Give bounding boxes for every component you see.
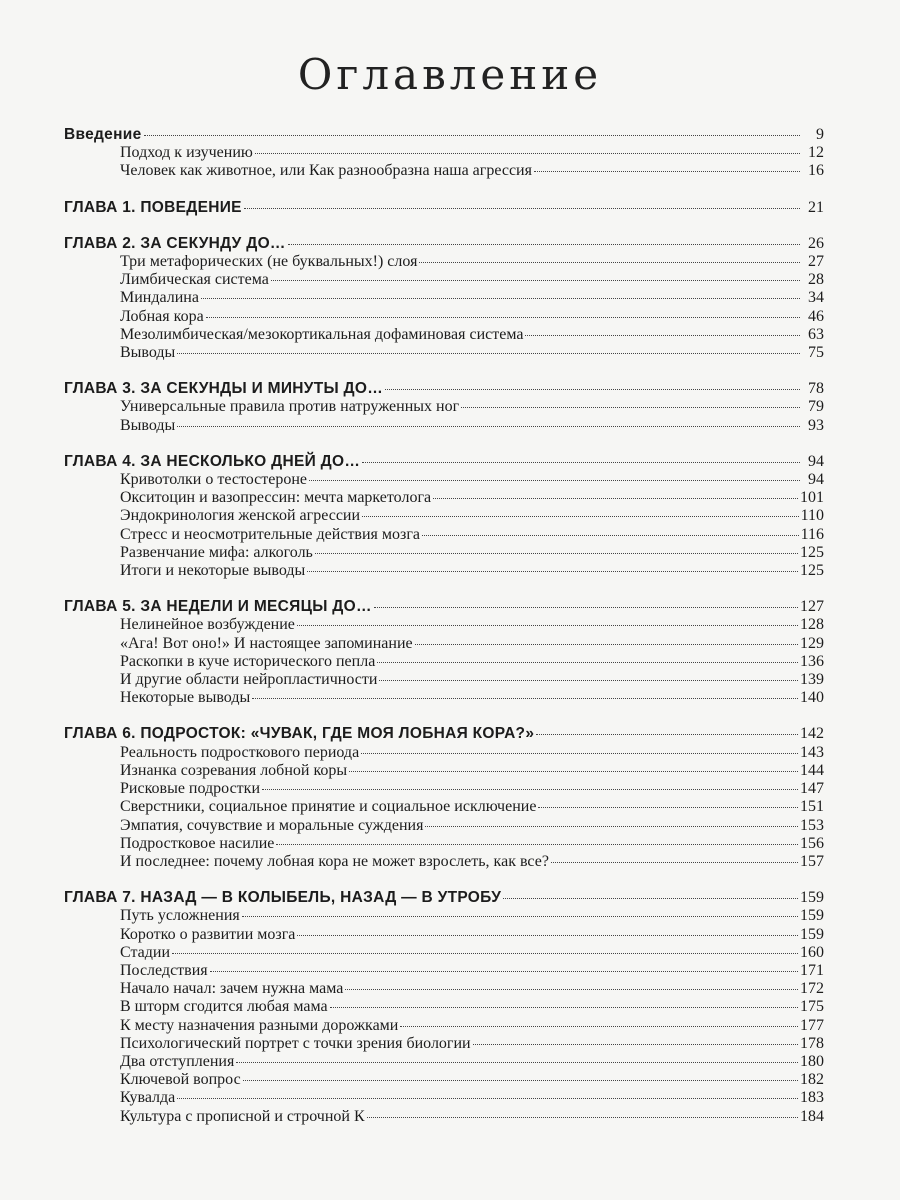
page-number: 28	[808, 271, 824, 289]
toc-section	[64, 889, 824, 1126]
dot-leader	[297, 625, 798, 626]
toc-entry	[64, 289, 824, 307]
toc-entry	[64, 926, 824, 944]
page-number: 46	[808, 307, 824, 325]
entry-title: Некоторые выводы	[120, 689, 251, 707]
toc-entry	[64, 835, 824, 853]
toc-entry	[64, 944, 824, 962]
dot-leader	[201, 298, 800, 299]
dot-leader	[345, 989, 798, 990]
toc-entry	[64, 271, 824, 289]
toc-entry	[64, 326, 824, 344]
toc-entry	[64, 762, 824, 780]
entry-title: Путь усложнения	[120, 907, 240, 925]
page-number: 94	[808, 452, 824, 470]
entry-title: Эндокринология женской агрессии	[120, 507, 361, 525]
entry-title: Нелинейное возбуждение	[120, 616, 295, 634]
entry-title: Подход к изучению	[120, 144, 253, 162]
toc-entry	[64, 780, 824, 798]
dot-leader	[252, 698, 798, 699]
dot-leader	[307, 571, 798, 572]
dot-leader	[422, 535, 799, 536]
dot-leader	[361, 753, 798, 754]
entry-title: Лобная кора	[120, 307, 204, 325]
table-of-contents	[64, 126, 824, 1144]
page-number: 79	[808, 398, 824, 416]
toc-entry	[64, 744, 824, 762]
toc-section	[64, 725, 824, 871]
dot-leader	[330, 1007, 798, 1008]
toc-entry	[64, 671, 824, 689]
page-number: 94	[808, 471, 824, 489]
dot-leader	[400, 1026, 798, 1027]
toc-entry	[64, 907, 824, 925]
page-number: 151	[800, 798, 824, 816]
entry-title: ГЛАВА 2. ЗА СЕКУНДУ ДО…	[64, 234, 286, 252]
page-number: 140	[800, 689, 824, 707]
toc-entry	[64, 616, 824, 634]
entry-title: Лимбическая система	[120, 271, 269, 289]
entry-title: Подростковое насилие	[120, 834, 275, 852]
dot-leader	[538, 807, 798, 808]
entry-title: Три метафорических (не буквальных!) слоя	[120, 253, 418, 271]
dot-leader	[255, 153, 800, 154]
entry-title: Стресс и неосмотрительные действия мозга	[120, 525, 421, 543]
dot-leader	[177, 353, 800, 354]
page-number: 159	[800, 925, 824, 943]
page-number: 139	[800, 671, 824, 689]
toc-entry	[64, 817, 824, 835]
entry-title: Последствия	[120, 961, 208, 979]
dot-leader	[374, 607, 798, 608]
dot-leader	[534, 171, 800, 172]
toc-entry	[64, 1108, 824, 1126]
entry-title: Развенчание мифа: алкоголь	[120, 543, 313, 561]
dot-leader	[210, 971, 798, 972]
page-number: 101	[800, 489, 824, 507]
entry-title: Выводы	[120, 344, 176, 362]
dot-leader	[177, 1098, 798, 1099]
page-number: 26	[808, 234, 824, 252]
toc-entry	[64, 162, 824, 180]
entry-title: ГЛАВА 7. НАЗАД — В КОЛЫБЕЛЬ, НАЗАД — В УТРОБУ	[64, 889, 502, 907]
entry-title: Введение	[64, 126, 142, 143]
toc-entry	[64, 526, 824, 544]
chapter-heading	[64, 235, 824, 253]
page-number: 136	[800, 652, 824, 670]
page-number: 9	[816, 126, 824, 143]
page-number: 125	[800, 543, 824, 561]
dot-leader	[536, 734, 798, 735]
dot-leader	[288, 244, 800, 245]
dot-leader	[243, 1080, 798, 1081]
entry-title: «Ага! Вот оно!» И настоящее запоминание	[120, 634, 413, 652]
toc-section	[64, 126, 824, 181]
toc-section	[64, 453, 824, 580]
dot-leader	[377, 662, 798, 663]
chapter-heading	[64, 725, 824, 743]
dot-leader	[242, 916, 798, 917]
chapter-heading	[64, 126, 824, 144]
page-number: 171	[800, 961, 824, 979]
toc-entry	[64, 998, 824, 1016]
entry-title: Рисковые подростки	[120, 780, 260, 798]
entry-title: Коротко о развитии мозга	[120, 925, 296, 943]
toc-entry	[64, 635, 824, 653]
toc-entry	[64, 980, 824, 998]
entry-title: ГЛАВА 6. ПОДРОСТОК: «ЧУВАК, ГДЕ МОЯ ЛОБНАЯ КОРА?»	[64, 725, 535, 743]
toc-entry	[64, 144, 824, 162]
page-number: 156	[800, 834, 824, 852]
page-number: 116	[800, 525, 824, 543]
entry-title: Человек как животное, или Как разнообразна наша агрессия	[120, 162, 532, 180]
toc-entry	[64, 798, 824, 816]
entry-title: ГЛАВА 4. ЗА НЕСКОЛЬКО ДНЕЙ ДО…	[64, 452, 361, 470]
entry-title: Реальность подросткового периода	[120, 743, 360, 761]
entry-title: Миндалина	[120, 289, 199, 307]
entry-title: Культура с прописной и строчной К	[120, 1107, 365, 1125]
entry-title: К месту назначения разными дорожками	[120, 1016, 399, 1034]
dot-leader	[433, 498, 798, 499]
dot-leader	[473, 1044, 798, 1045]
entry-title: Кривотолки о тестостероне	[120, 471, 307, 489]
page-number: 125	[800, 562, 824, 580]
page-number: 127	[800, 598, 824, 616]
toc-entry	[64, 689, 824, 707]
entry-title: Начало начал: зачем нужна мама	[120, 980, 344, 998]
toc-section	[64, 380, 824, 435]
dot-leader	[367, 1117, 798, 1118]
entry-title: Итоги и некоторые выводы	[120, 562, 306, 580]
chapter-heading	[64, 889, 824, 907]
dot-leader	[309, 480, 800, 481]
page-number: 183	[800, 1089, 824, 1107]
chapter-heading	[64, 380, 824, 398]
page-number: 159	[800, 889, 824, 907]
entry-title: Выводы	[120, 416, 176, 434]
toc-entry	[64, 962, 824, 980]
entry-title: Ключевой вопрос	[120, 1071, 241, 1089]
dot-leader	[551, 862, 798, 863]
dot-leader	[172, 953, 798, 954]
dot-leader	[362, 516, 799, 517]
page-number: 157	[800, 852, 824, 870]
page-number: 93	[808, 416, 824, 434]
page-number: 78	[808, 380, 824, 398]
dot-leader	[503, 898, 798, 899]
toc-entry	[64, 398, 824, 416]
page-number: 184	[800, 1107, 824, 1125]
page-number: 34	[808, 289, 824, 307]
toc-entry	[64, 253, 824, 271]
page-number: 142	[800, 725, 824, 743]
entry-title: ГЛАВА 1. ПОВЕДЕНИЕ	[64, 198, 242, 216]
toc-entry	[64, 544, 824, 562]
page-number: 160	[800, 943, 824, 961]
page-number: 178	[800, 1034, 824, 1052]
page-number: 153	[800, 816, 824, 834]
page-number: 147	[800, 780, 824, 798]
dot-leader	[525, 335, 800, 336]
dot-leader	[362, 462, 800, 463]
toc-entry	[64, 308, 824, 326]
dot-leader	[144, 135, 800, 136]
page-number: 12	[808, 144, 824, 162]
dot-leader	[379, 680, 798, 681]
page-number: 75	[808, 344, 824, 362]
page-number: 27	[808, 253, 824, 271]
entry-title: Сверстники, социальное принятие и социальное исключение	[120, 798, 537, 816]
entry-title: Психологический портрет с точки зрения биологии	[120, 1034, 471, 1052]
page-number: 110	[800, 507, 824, 525]
page-title: Оглавление	[297, 50, 603, 99]
entry-title: Универсальные правила против натруженных ног	[120, 398, 460, 416]
toc-entry	[64, 471, 824, 489]
chapter-heading	[64, 453, 824, 471]
page-number: 129	[800, 634, 824, 652]
dot-leader	[276, 844, 798, 845]
toc-entry	[64, 344, 824, 362]
entry-title: И другие области нейропластичности	[120, 671, 378, 689]
entry-title: Мезолимбическая/мезокортикальная дофаминовая система	[120, 325, 524, 343]
chapter-heading	[64, 598, 824, 616]
chapter-heading	[64, 199, 824, 217]
entry-title: Стадии	[120, 943, 171, 961]
entry-title: Изнанка созревания лобной коры	[120, 761, 348, 779]
dot-leader	[425, 826, 798, 827]
dot-leader	[271, 280, 800, 281]
toc-entry	[64, 1035, 824, 1053]
entry-title: Кувалда	[120, 1089, 176, 1107]
entry-title: Окситоцин и вазопрессин: мечта маркетолога	[120, 489, 432, 507]
toc-entry	[64, 1089, 824, 1107]
toc-section	[64, 235, 824, 362]
dot-leader	[349, 771, 798, 772]
dot-leader	[419, 262, 800, 263]
page-number: 128	[800, 616, 824, 634]
toc-entry	[64, 562, 824, 580]
toc-entry	[64, 653, 824, 671]
toc-entry	[64, 1071, 824, 1089]
toc-entry	[64, 417, 824, 435]
entry-title: ГЛАВА 3. ЗА СЕКУНДЫ И МИНУТЫ ДО…	[64, 380, 384, 398]
dot-leader	[262, 789, 798, 790]
page-number: 182	[800, 1071, 824, 1089]
page-number: 16	[808, 162, 824, 180]
dot-leader	[177, 426, 800, 427]
entry-title: И последнее: почему лобная кора не может взрослеть, как все?	[120, 852, 549, 870]
toc-entry	[64, 1017, 824, 1035]
page-number: 21	[808, 198, 824, 216]
page-number: 175	[800, 998, 824, 1016]
page-number: 144	[800, 761, 824, 779]
dot-leader	[244, 208, 800, 209]
toc-entry	[64, 853, 824, 871]
entry-title: ГЛАВА 5. ЗА НЕДЕЛИ И МЕСЯЦЫ ДО…	[64, 598, 372, 616]
toc-section	[64, 598, 824, 707]
page-number: 172	[800, 980, 824, 998]
dot-leader	[297, 935, 798, 936]
entry-title: Раскопки в куче исторического пепла	[120, 652, 376, 670]
dot-leader	[461, 407, 800, 408]
dot-leader	[315, 553, 798, 554]
entry-title: В шторм сгодится любая мама	[120, 998, 328, 1016]
dot-leader	[236, 1062, 798, 1063]
dot-leader	[385, 389, 800, 390]
entry-title: Два отступления	[120, 1052, 235, 1070]
toc-entry	[64, 507, 824, 525]
toc-entry	[64, 489, 824, 507]
page-number: 177	[800, 1016, 824, 1034]
page-number: 143	[800, 743, 824, 761]
page-number: 159	[800, 907, 824, 925]
page-number: 63	[808, 325, 824, 343]
dot-leader	[206, 317, 800, 318]
entry-title: Эмпатия, сочувствие и моральные суждения	[120, 816, 424, 834]
dot-leader	[415, 644, 798, 645]
toc-entry	[64, 1053, 824, 1071]
toc-section	[64, 199, 824, 217]
page-number: 180	[800, 1052, 824, 1070]
